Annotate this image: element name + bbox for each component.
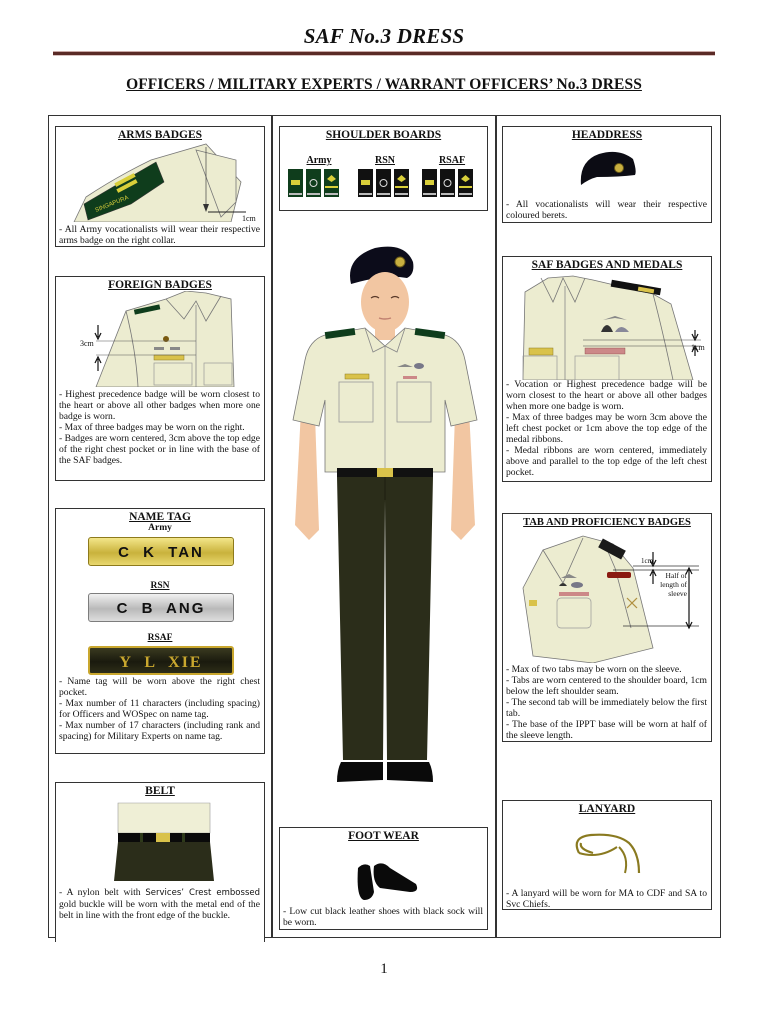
collar-badge-illustration [56, 142, 264, 222]
army-shoulder-boards [288, 169, 339, 197]
section-heading: HEADDRESS [571, 129, 643, 141]
measure-label: 1cm [641, 557, 654, 565]
section-heading: BELT [145, 785, 175, 797]
section-text: - Max of two tabs may be worn on the sleeve. - Tabs are worn centered to the shoulder board, 1cm below the left shoulder seam. - The second tab will be immediately below the first tab. - The base of the IPPT base will be worn at half of the sleeve length. [506, 664, 707, 741]
document-subtitle: OFFICERS / MILITARY EXPERTS / WARRANT OFFICERS’ No.3 DRESS [126, 76, 642, 93]
rsaf-shoulder-boards [422, 169, 473, 197]
saf-badges-illustration [503, 272, 711, 380]
sleeve-length-label: Half of length of sleeve [660, 571, 687, 598]
section-heading: NAME TAG [129, 511, 191, 523]
officer-figure-illustration [285, 240, 485, 795]
svg-text:SINGAPURA: SINGAPURA [94, 195, 130, 214]
section-text: - Name tag will be worn above the right chest pocket. - Max number of 11 characters (including spacing) for Officers and WOSpec on name tag. - Max number of 17 characters (including rank and spacing) for Military Experts on name tag. [59, 676, 260, 742]
shoulder-board-label-army: Army [306, 155, 332, 166]
lanyard-illustration [569, 829, 649, 879]
shoes-illustration [356, 862, 420, 902]
section-foot-wear [279, 827, 488, 930]
section-heading: SHOULDER BOARDS [325, 129, 442, 141]
column-divider-left [271, 115, 273, 938]
title-divider [53, 51, 715, 56]
document-title: SAF No.3 DRESS [303, 24, 465, 48]
name-tag-label-rsaf: RSAF [147, 633, 173, 643]
measure-label: 3cm [80, 339, 94, 348]
belt-illustration [114, 801, 214, 881]
section-tab-proficiency-badges [502, 513, 712, 742]
section-text: - A nylon belt with Services’ Crest embossed gold buckle will be worn with the metal end of the belt in line with the front edge of the buckle. [59, 887, 260, 921]
section-text: - Highest precedence badge will be worn closest to the heart or above all other badges when more one badge is worn. - Max of three badges may be worn on the right. - Badges are worn centered, 3cm above the top edge of the right chest pocket or in line with the base of the SAF badges. [59, 389, 260, 466]
section-arms-badges [55, 126, 265, 247]
measure-label: 1cm [242, 214, 256, 223]
page-number: 1 [380, 961, 388, 977]
shoulder-board-label-rsaf: RSAF [438, 155, 466, 166]
name-tag-army: C K TAN [88, 537, 234, 566]
section-heading: LANYARD [578, 803, 636, 815]
section-text: - Low cut black leather shoes with black sock will be worn. [283, 906, 483, 928]
section-heading: FOOT WEAR [348, 830, 419, 842]
beret-illustration [579, 151, 639, 187]
section-saf-badges-medals [502, 256, 712, 482]
section-text: - Vocation or Highest precedence badge will be worn closest to the heart or above all other badges when more one badge is worn. - Max of three badges may be worn 3cm above the left chest pocket or 1cm above the top edge of the medal ribbons. - Medal ribbons are worn centered, immediately above and parallel to the top edge of the left chest pocket. [506, 379, 707, 478]
section-heading: TAB AND PROFICIENCY BADGES [523, 517, 691, 528]
section-shoulder-boards [279, 126, 488, 211]
name-tag-label-rsn: RSN [150, 581, 170, 591]
section-heading: FOREIGN BADGES [108, 279, 212, 291]
section-belt [55, 782, 265, 942]
column-divider-right [495, 115, 497, 938]
name-tag-label-army: Army [148, 523, 172, 533]
section-heading: SAF BADGES AND MEDALS [531, 259, 683, 271]
name-tag-rsaf: Y L XIE [88, 646, 234, 675]
section-headdress [502, 126, 712, 223]
rsn-shoulder-boards [358, 169, 409, 197]
section-foreign-badges [55, 276, 265, 481]
name-tag-rsn: C B ANG [88, 593, 234, 622]
section-lanyard [502, 800, 712, 910]
section-heading: ARMS BADGES [117, 129, 203, 141]
section-name-tag [55, 508, 265, 754]
measure-label: 1cm [691, 343, 705, 352]
section-text: - A lanyard will be worn for MA to CDF and SA to Svc Chiefs. [506, 888, 707, 910]
section-text: - All Army vocationalists will wear their respective arms badge on the right collar. [59, 224, 260, 246]
section-text: - All vocationalists will wear their respective coloured berets. [506, 199, 707, 221]
shoulder-boards-illustration [286, 169, 491, 201]
shoulder-board-label-rsn: RSN [374, 155, 395, 166]
